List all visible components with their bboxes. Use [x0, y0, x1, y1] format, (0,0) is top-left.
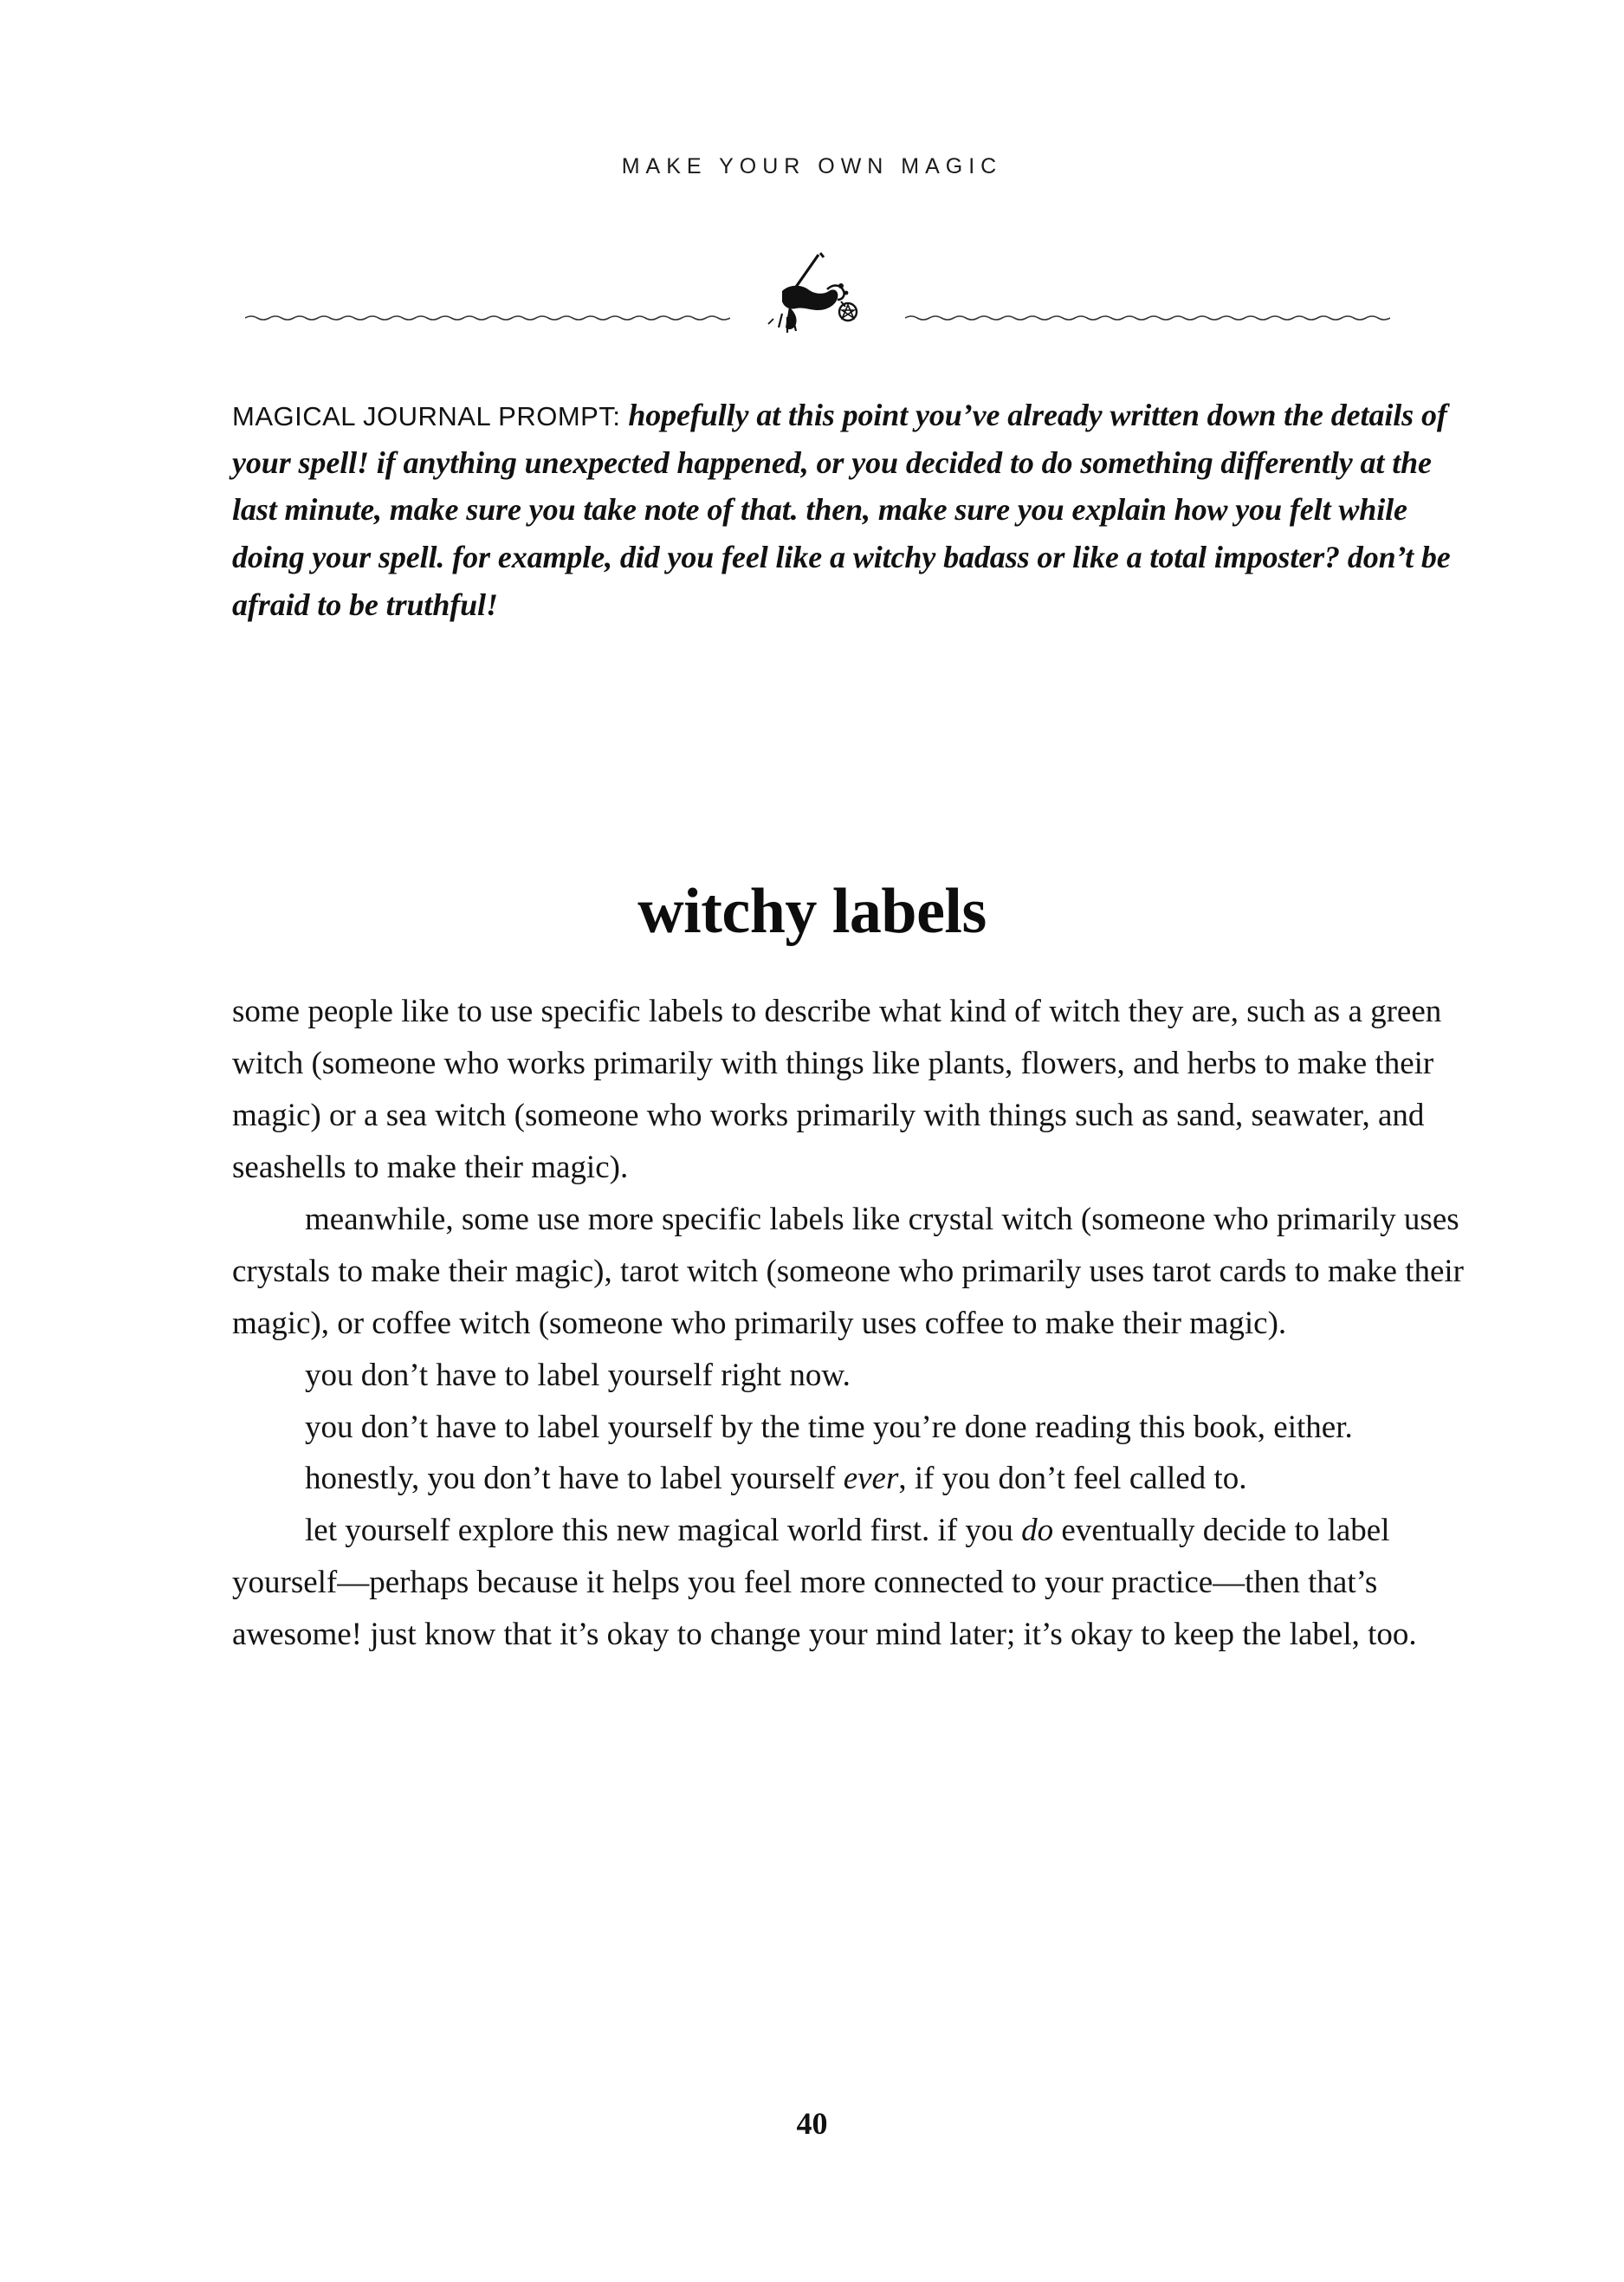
prompt-text-part-1: hopefully at this point you’ve already written down the details of your spell! if anything unexpected happened, or you decided to do something differently at the last minute, make sure you take note of that. then, make sure you explain how you: [232, 398, 1447, 528]
paragraph: some people like to use specific labels to describe what kind of witch they are, such as a green witch (someone who works primarily with things like plants, flowers, and herbs to make their magic) or a sea witch (someone who works primarily with things such as sand, seawater, and seashells to make their magic).: [232, 994, 1442, 1185]
paragraph-text-before: honestly, you don’t have to label yourself: [305, 1461, 844, 1497]
prompt-emphasis: felt: [1289, 492, 1331, 528]
paragraph: you don’t have to label yourself right now.: [305, 1357, 851, 1393]
wavy-rule-right-icon: [905, 314, 1390, 322]
page-number: 40: [796, 2106, 828, 2141]
body-copy: [232, 986, 1472, 1661]
running-head: MAKE YOUR OWN MAGIC: [621, 154, 1003, 178]
paragraph-text-after: eventually decide to label yourself—perhaps because it helps you feel more connected to your practice—then that’s awesome! just know that it’s okay to change your mind later; it’s okay to keep the label, too.: [232, 1513, 1417, 1653]
section-ornament: [232, 250, 1403, 345]
magical-journal-prompt: [232, 392, 1471, 629]
paragraph-emphasis: ever: [843, 1461, 899, 1497]
paragraph: you don’t have to label yourself by the time you’re done reading this book, either.: [305, 1409, 1353, 1445]
paragraph: meanwhile, some use more specific labels like crystal witch (someone who primarily uses crystals to make their magic), tarot witch (someone who primarily uses tarot cards to make their magic), or coffee witch (someone who primarily uses coffee to make their magic).: [232, 1201, 1465, 1341]
paragraph-text-after: , if you don’t feel called to.: [898, 1461, 1247, 1497]
wavy-rule-left-icon: [245, 314, 730, 322]
section-title: witchy labels: [637, 875, 987, 947]
paragraph: [232, 1453, 1472, 1505]
paragraph: [232, 1505, 1472, 1661]
hand-holding-wand-icon: [744, 250, 891, 345]
prompt-label: MAGICAL JOURNAL PROMPT:: [232, 401, 621, 431]
paragraph-text-before: let yourself explore this new magical world first. if you: [305, 1513, 1022, 1549]
paragraph-emphasis: do: [1021, 1513, 1054, 1549]
prompt-text-part-2: while doing your spell. for example, did you feel like a witchy badass or like a total imposter? don’t be afraid to be truthful!: [232, 492, 1451, 622]
